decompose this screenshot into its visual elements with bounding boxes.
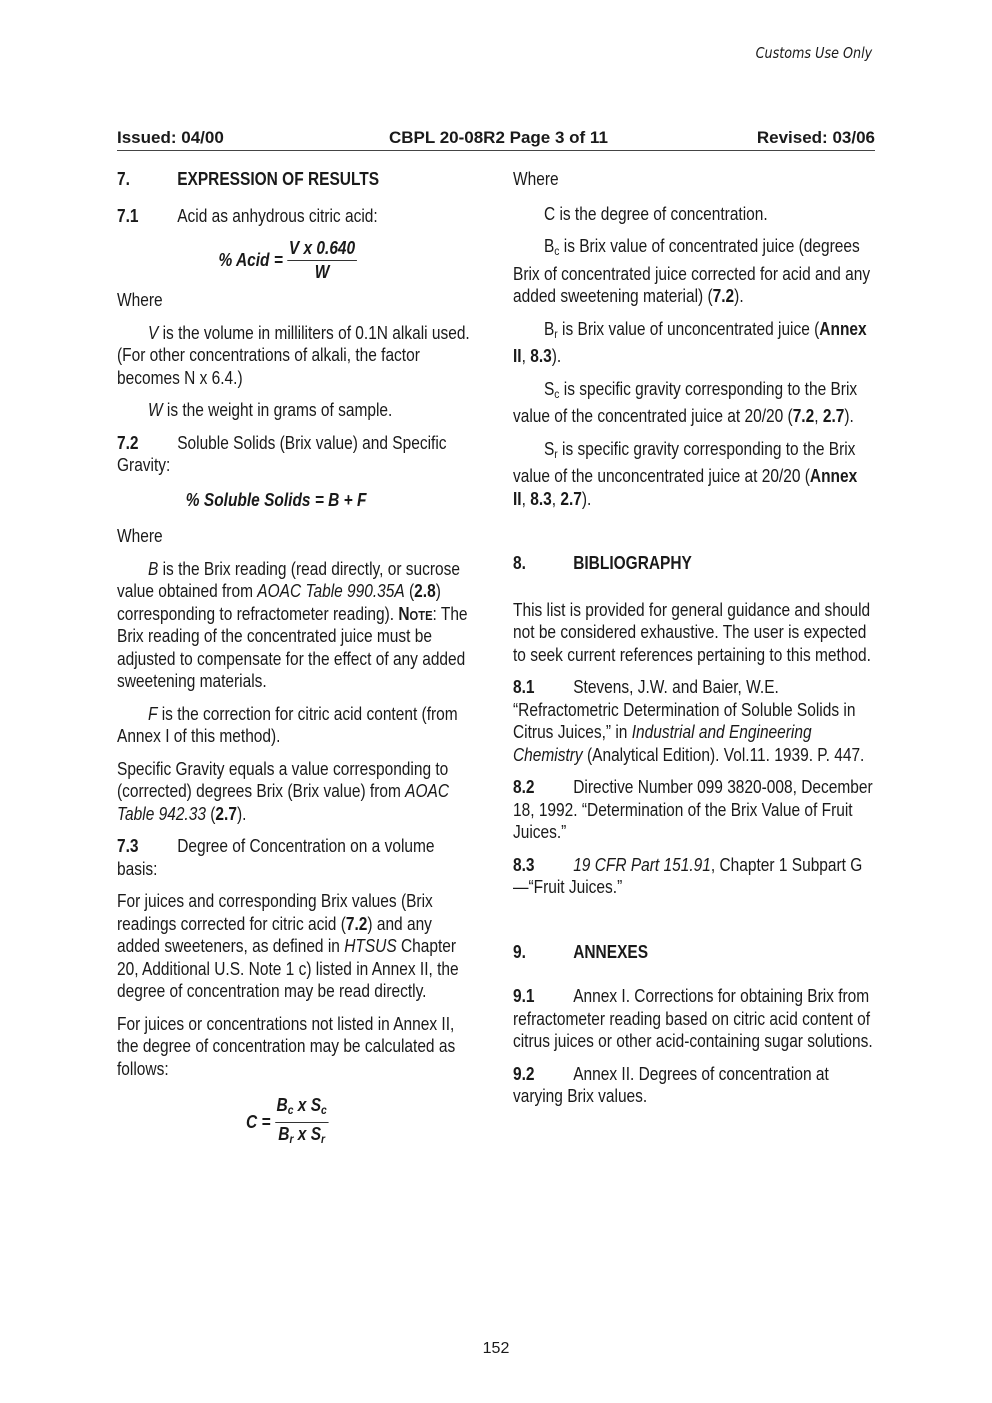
left-column: [117, 168, 537, 1160]
brix-listed-paragraph: For juices and corresponding Brix values (Brix readings corrected for citric acid (7.2) and any added sweeteners, as defined in HTSUS Chapter 20, Additional U.S. Note 1 c) listed in Annex II, the degree of concentration may be read directly.: [117, 891, 459, 1001]
sr-definition: $S_r$ is specific gravity corresponding to the Brix value of the unconcentrated juice at 20/20 (Annex II, 8.3, 2.7).: [513, 438, 858, 509]
annex-9-2: 9.2 Annex II. Degrees of concentration at varying Brix values.: [513, 1063, 829, 1106]
specific-gravity-paragraph: Specific Gravity equals a value corresponding to (corrected) degrees Brix (Brix value) from AOAC Table 942.33 (2.7).: [117, 758, 450, 824]
concentration-formula: C = $\frac{B_c x S_c}{B_r x S_r}$: [246, 1095, 327, 1146]
customs-use-label: Customs Use Only: [755, 44, 872, 62]
section-7-3: 7.3 Degree of Concentration on a volume basis:: [117, 836, 435, 879]
reference-8-2: 8.2 Directive Number 099 3820-008, December 18, 1992. “Determination of the Brix Value of Fruit Juices.”: [513, 777, 873, 842]
where-label-1: Where: [117, 290, 163, 310]
revised-date: Revised: 03/06: [756, 128, 875, 147]
w-definition: W is the weight in grams of sample.: [147, 400, 393, 420]
section-7-1: 7.1 Acid as anhydrous citric acid:: [117, 205, 378, 226]
issued-date: Issued: 04/00: [117, 128, 224, 147]
section-7-heading: 7. EXPRESSION OF RESULTS: [117, 169, 380, 189]
acid-formula: % Acid = $\frac{\text{V x 0.640}}{W}$: [218, 238, 356, 282]
section-8-heading: 8. BIBLIOGRAPHY: [513, 553, 692, 573]
b-definition: B is the Brix reading (read directly, or sucrose value obtained from AOAC Table 990.35A (2.8) corresponding to refractometer reading). Note: The Brix reading of the concentrated juice must be adjusted to compensate for the effect of any added sweetening materials.: [117, 558, 468, 691]
where-label-3: Where: [513, 169, 559, 189]
bibliography-intro: This list is provided for general guidance and should not be considered exhaustive. The user is expected to seek current references pertaining to this method.: [513, 599, 871, 665]
brix-unlisted-paragraph: For juices or concentrations not listed in Annex II, the degree of concentration may be calculated as follows:: [117, 1013, 456, 1079]
reference-8-3: 8.3 19 CFR Part 151.91, Chapter 1 Subpart G—“Fruit Juices.”: [513, 854, 863, 897]
soluble-solids-formula: % Soluble Solids = B + F: [185, 489, 367, 510]
br-definition: $B_r$ is Brix value of unconcentrated juice (Annex II, 8.3).: [513, 318, 867, 366]
section-7-2: 7.2 Soluble Solids (Brix value) and Specific Gravity:: [117, 432, 447, 475]
running-header: [117, 128, 875, 151]
page-number: 152: [482, 1340, 510, 1357]
right-column: [513, 168, 933, 1118]
f-definition: F is the correction for citric acid content (from Annex I of this method).: [117, 703, 458, 746]
reference-8-1: 8.1 Stevens, J.W. and Baier, W.E. “Refractometric Determination of Soluble Solids in Citrus Juices,” in Industrial and Engineering Chemistry (Analytical Edition). Vol.11. 1939. P. 447.: [513, 677, 865, 765]
bc-definition: $B_c$ is Brix value of concentrated juice (degrees Brix of concentrated juice corrected for acid and any added sweetening material) (7.2).: [513, 236, 871, 306]
annex-9-1: 9.1 Annex I. Corrections for obtaining Brix from refractometer reading based on citric acid content of citrus juices or other acid-containing sugar solutions.: [513, 986, 873, 1051]
document-id: CBPL 20-08R2 Page 3 of 11: [389, 128, 608, 147]
c-definition: C is the degree of concentration.: [543, 203, 768, 224]
section-9-heading: 9. ANNEXES: [513, 941, 649, 962]
sc-definition: $S_c$ is specific gravity corresponding to the Brix value of the concentrated juice at 20/20 (7.2, 2.7).: [513, 378, 858, 426]
v-definition: V is the volume in milliliters of 0.1N alkali used. (For other concentrations of alkali, the factor becomes N x 6.4.): [117, 322, 470, 388]
where-label-2: Where: [117, 526, 163, 546]
